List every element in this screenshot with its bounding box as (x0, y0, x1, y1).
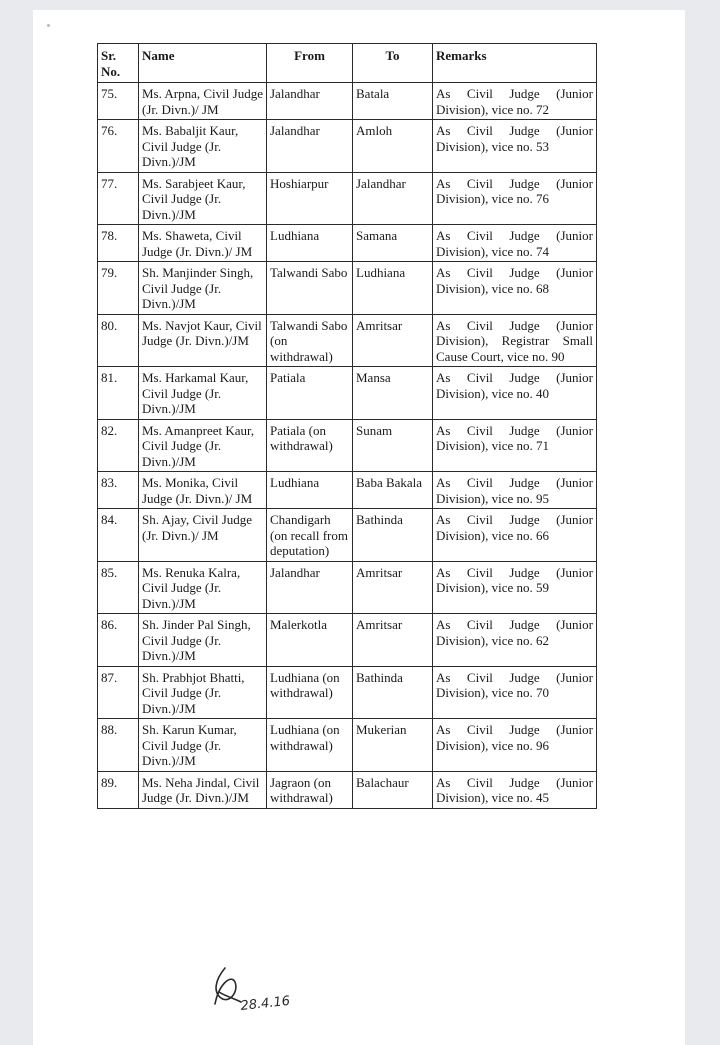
cell-sr-no: 89. (98, 771, 139, 808)
signature-with-date (211, 962, 311, 1022)
table-row (98, 771, 597, 808)
cell-remarks: As Civil Judge (Junior Division), vice no. 62 (433, 614, 597, 667)
cell-to: Samana (353, 225, 433, 262)
cell-sr-no: 81. (98, 367, 139, 420)
cell-sr-no: 83. (98, 472, 139, 509)
cell-sr-no: 78. (98, 225, 139, 262)
cell-remarks: As Civil Judge (Junior Division), vice no. 74 (433, 225, 597, 262)
table-row (98, 172, 597, 225)
cell-sr-no: 82. (98, 419, 139, 472)
cell-to: Bathinda (353, 666, 433, 719)
table-row (98, 83, 597, 120)
cell-sr-no: 85. (98, 561, 139, 614)
cell-from: Jagraon (on withdrawal) (267, 771, 353, 808)
cell-sr-no: 87. (98, 666, 139, 719)
cell-name: Ms. Harkamal Kaur, Civil Judge (Jr. Divn.)/JM (139, 367, 267, 420)
cell-name: Ms. Renuka Kalra, Civil Judge (Jr. Divn.)/JM (139, 561, 267, 614)
cell-remarks: As Civil Judge (Junior Division), Registrar Small Cause Court, vice no. 90 (433, 314, 597, 367)
cell-from: Ludhiana (on withdrawal) (267, 719, 353, 772)
cell-remarks: As Civil Judge (Junior Division), vice no. 71 (433, 419, 597, 472)
cell-remarks: As Civil Judge (Junior Division), vice no. 45 (433, 771, 597, 808)
cell-from: Talwandi Sabo (267, 262, 353, 315)
cell-remarks: As Civil Judge (Junior Division), vice no. 95 (433, 472, 597, 509)
cell-sr-no: 88. (98, 719, 139, 772)
cell-from: Malerkotla (267, 614, 353, 667)
cell-name: Ms. Monika, Civil Judge (Jr. Divn.)/ JM (139, 472, 267, 509)
cell-from: Ludhiana (on withdrawal) (267, 666, 353, 719)
table-row (98, 120, 597, 173)
document-page (33, 10, 685, 1045)
cell-sr-no: 86. (98, 614, 139, 667)
cell-sr-no: 84. (98, 509, 139, 562)
table-row (98, 614, 597, 667)
cell-sr-no: 79. (98, 262, 139, 315)
table-row (98, 367, 597, 420)
cell-to: Amritsar (353, 561, 433, 614)
cell-name: Sh. Jinder Pal Singh, Civil Judge (Jr. Divn.)/JM (139, 614, 267, 667)
cell-name: Ms. Navjot Kaur, Civil Judge (Jr. Divn.)/JM (139, 314, 267, 367)
cell-from: Hoshiarpur (267, 172, 353, 225)
cell-to: Amritsar (353, 614, 433, 667)
cell-remarks: As Civil Judge (Junior Division), vice no. 40 (433, 367, 597, 420)
cell-to: Mukerian (353, 719, 433, 772)
scan-speck (47, 24, 50, 27)
cell-from: Ludhiana (267, 225, 353, 262)
table-row (98, 225, 597, 262)
cell-to: Baba Bakala (353, 472, 433, 509)
table-header-row (98, 44, 597, 83)
cell-to: Jalandhar (353, 172, 433, 225)
cell-remarks: As Civil Judge (Junior Division), vice no. 70 (433, 666, 597, 719)
cell-remarks: As Civil Judge (Junior Division), vice no. 76 (433, 172, 597, 225)
cell-from: Patiala (on withdrawal) (267, 419, 353, 472)
cell-name: Ms. Babaljit Kaur, Civil Judge (Jr. Divn.)/JM (139, 120, 267, 173)
cell-to: Amritsar (353, 314, 433, 367)
cell-sr-no: 77. (98, 172, 139, 225)
cell-sr-no: 76. (98, 120, 139, 173)
cell-from: Jalandhar (267, 561, 353, 614)
cell-to: Batala (353, 83, 433, 120)
cell-name: Ms. Amanpreet Kaur, Civil Judge (Jr. Divn.)/JM (139, 419, 267, 472)
cell-sr-no: 75. (98, 83, 139, 120)
cell-to: Bathinda (353, 509, 433, 562)
cell-name: Ms. Neha Jindal, Civil Judge (Jr. Divn.)/JM (139, 771, 267, 808)
cell-from: Jalandhar (267, 83, 353, 120)
cell-to: Mansa (353, 367, 433, 420)
cell-name: Ms. Arpna, Civil Judge (Jr. Divn.)/ JM (139, 83, 267, 120)
signature-date: 28.4.16 (239, 993, 291, 1014)
cell-remarks: As Civil Judge (Junior Division), vice no. 72 (433, 83, 597, 120)
cell-remarks: As Civil Judge (Junior Division), vice no. 59 (433, 561, 597, 614)
cell-name: Ms. Shaweta, Civil Judge (Jr. Divn.)/ JM (139, 225, 267, 262)
table-row (98, 561, 597, 614)
cell-name: Sh. Manjinder Singh, Civil Judge (Jr. Divn.)/JM (139, 262, 267, 315)
cell-from: Talwandi Sabo (on withdrawal) (267, 314, 353, 367)
cell-from: Patiala (267, 367, 353, 420)
cell-remarks: As Civil Judge (Junior Division), vice no. 53 (433, 120, 597, 173)
cell-remarks: As Civil Judge (Junior Division), vice no. 96 (433, 719, 597, 772)
header-remarks: Remarks (433, 44, 597, 83)
cell-name: Sh. Prabhjot Bhatti, Civil Judge (Jr. Divn.)/JM (139, 666, 267, 719)
header-to: To (353, 44, 433, 83)
cell-remarks: As Civil Judge (Junior Division), vice no. 66 (433, 509, 597, 562)
header-sr-no: Sr. No. (98, 44, 139, 83)
transfer-table (97, 43, 597, 809)
cell-name: Ms. Sarabjeet Kaur, Civil Judge (Jr. Divn.)/JM (139, 172, 267, 225)
cell-from: Jalandhar (267, 120, 353, 173)
signature-stroke (215, 968, 241, 1004)
table-row (98, 666, 597, 719)
cell-to: Ludhiana (353, 262, 433, 315)
cell-sr-no: 80. (98, 314, 139, 367)
cell-remarks: As Civil Judge (Junior Division), vice no. 68 (433, 262, 597, 315)
cell-to: Sunam (353, 419, 433, 472)
table-row (98, 719, 597, 772)
table-row (98, 262, 597, 315)
cell-to: Amloh (353, 120, 433, 173)
cell-from: Chandigarh (on recall from deputation) (267, 509, 353, 562)
cell-from: Ludhiana (267, 472, 353, 509)
header-name: Name (139, 44, 267, 83)
cell-to: Balachaur (353, 771, 433, 808)
table-row (98, 314, 597, 367)
table-row (98, 419, 597, 472)
table-row (98, 509, 597, 562)
cell-name: Sh. Ajay, Civil Judge (Jr. Divn.)/ JM (139, 509, 267, 562)
cell-name: Sh. Karun Kumar, Civil Judge (Jr. Divn.)/JM (139, 719, 267, 772)
table-row (98, 472, 597, 509)
header-from: From (267, 44, 353, 83)
